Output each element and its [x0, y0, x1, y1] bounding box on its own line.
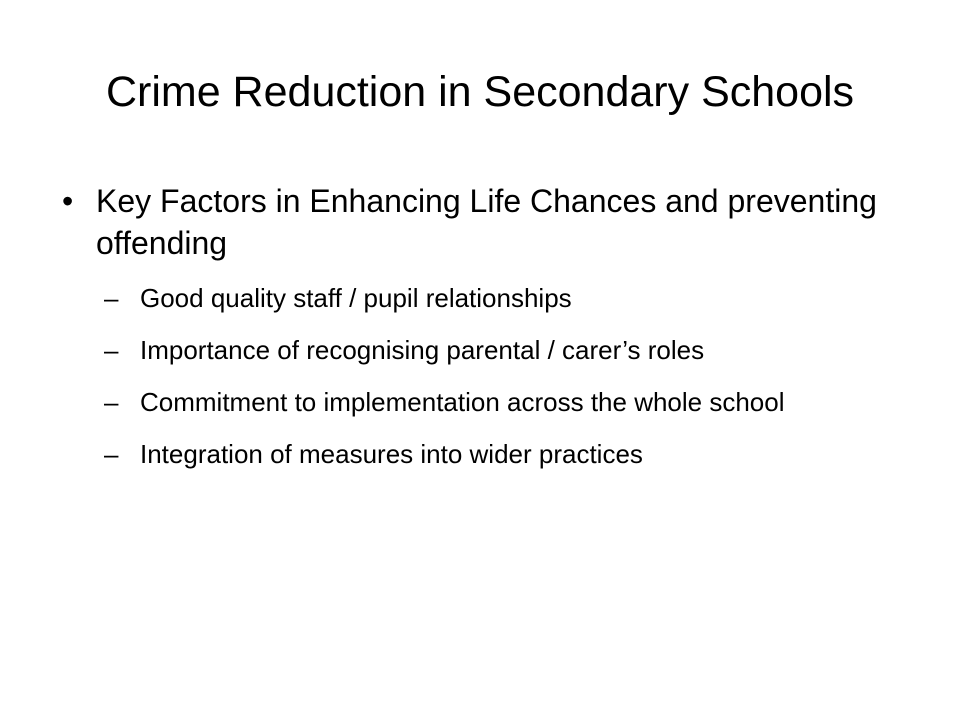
sub-bullet-marker: – [104, 439, 119, 469]
bullet-item [62, 180, 892, 264]
sub-bullet-text: Commitment to implementation across the whole school [140, 387, 785, 417]
bullet-list [62, 180, 892, 489]
sub-bullet-text: Integration of measures into wider practices [140, 439, 643, 469]
bullet-text: Key Factors in Enhancing Life Chances and preventing offending [96, 183, 877, 261]
slide-title: Crime Reduction in Secondary Schools [105, 68, 855, 116]
sub-bullet-item [62, 333, 892, 367]
sub-bullet-marker: – [104, 283, 119, 313]
sub-bullet-marker: – [104, 335, 119, 365]
sub-bullet-text: Good quality staff / pupil relationships [140, 283, 572, 313]
bullet-marker: • [62, 183, 74, 219]
sub-bullet-item [62, 385, 892, 419]
sub-bullet-item [62, 281, 892, 315]
sub-bullet-item [62, 437, 892, 471]
sub-bullet-text: Importance of recognising parental / carer’s roles [140, 335, 705, 365]
sub-bullet-marker: – [104, 387, 119, 417]
